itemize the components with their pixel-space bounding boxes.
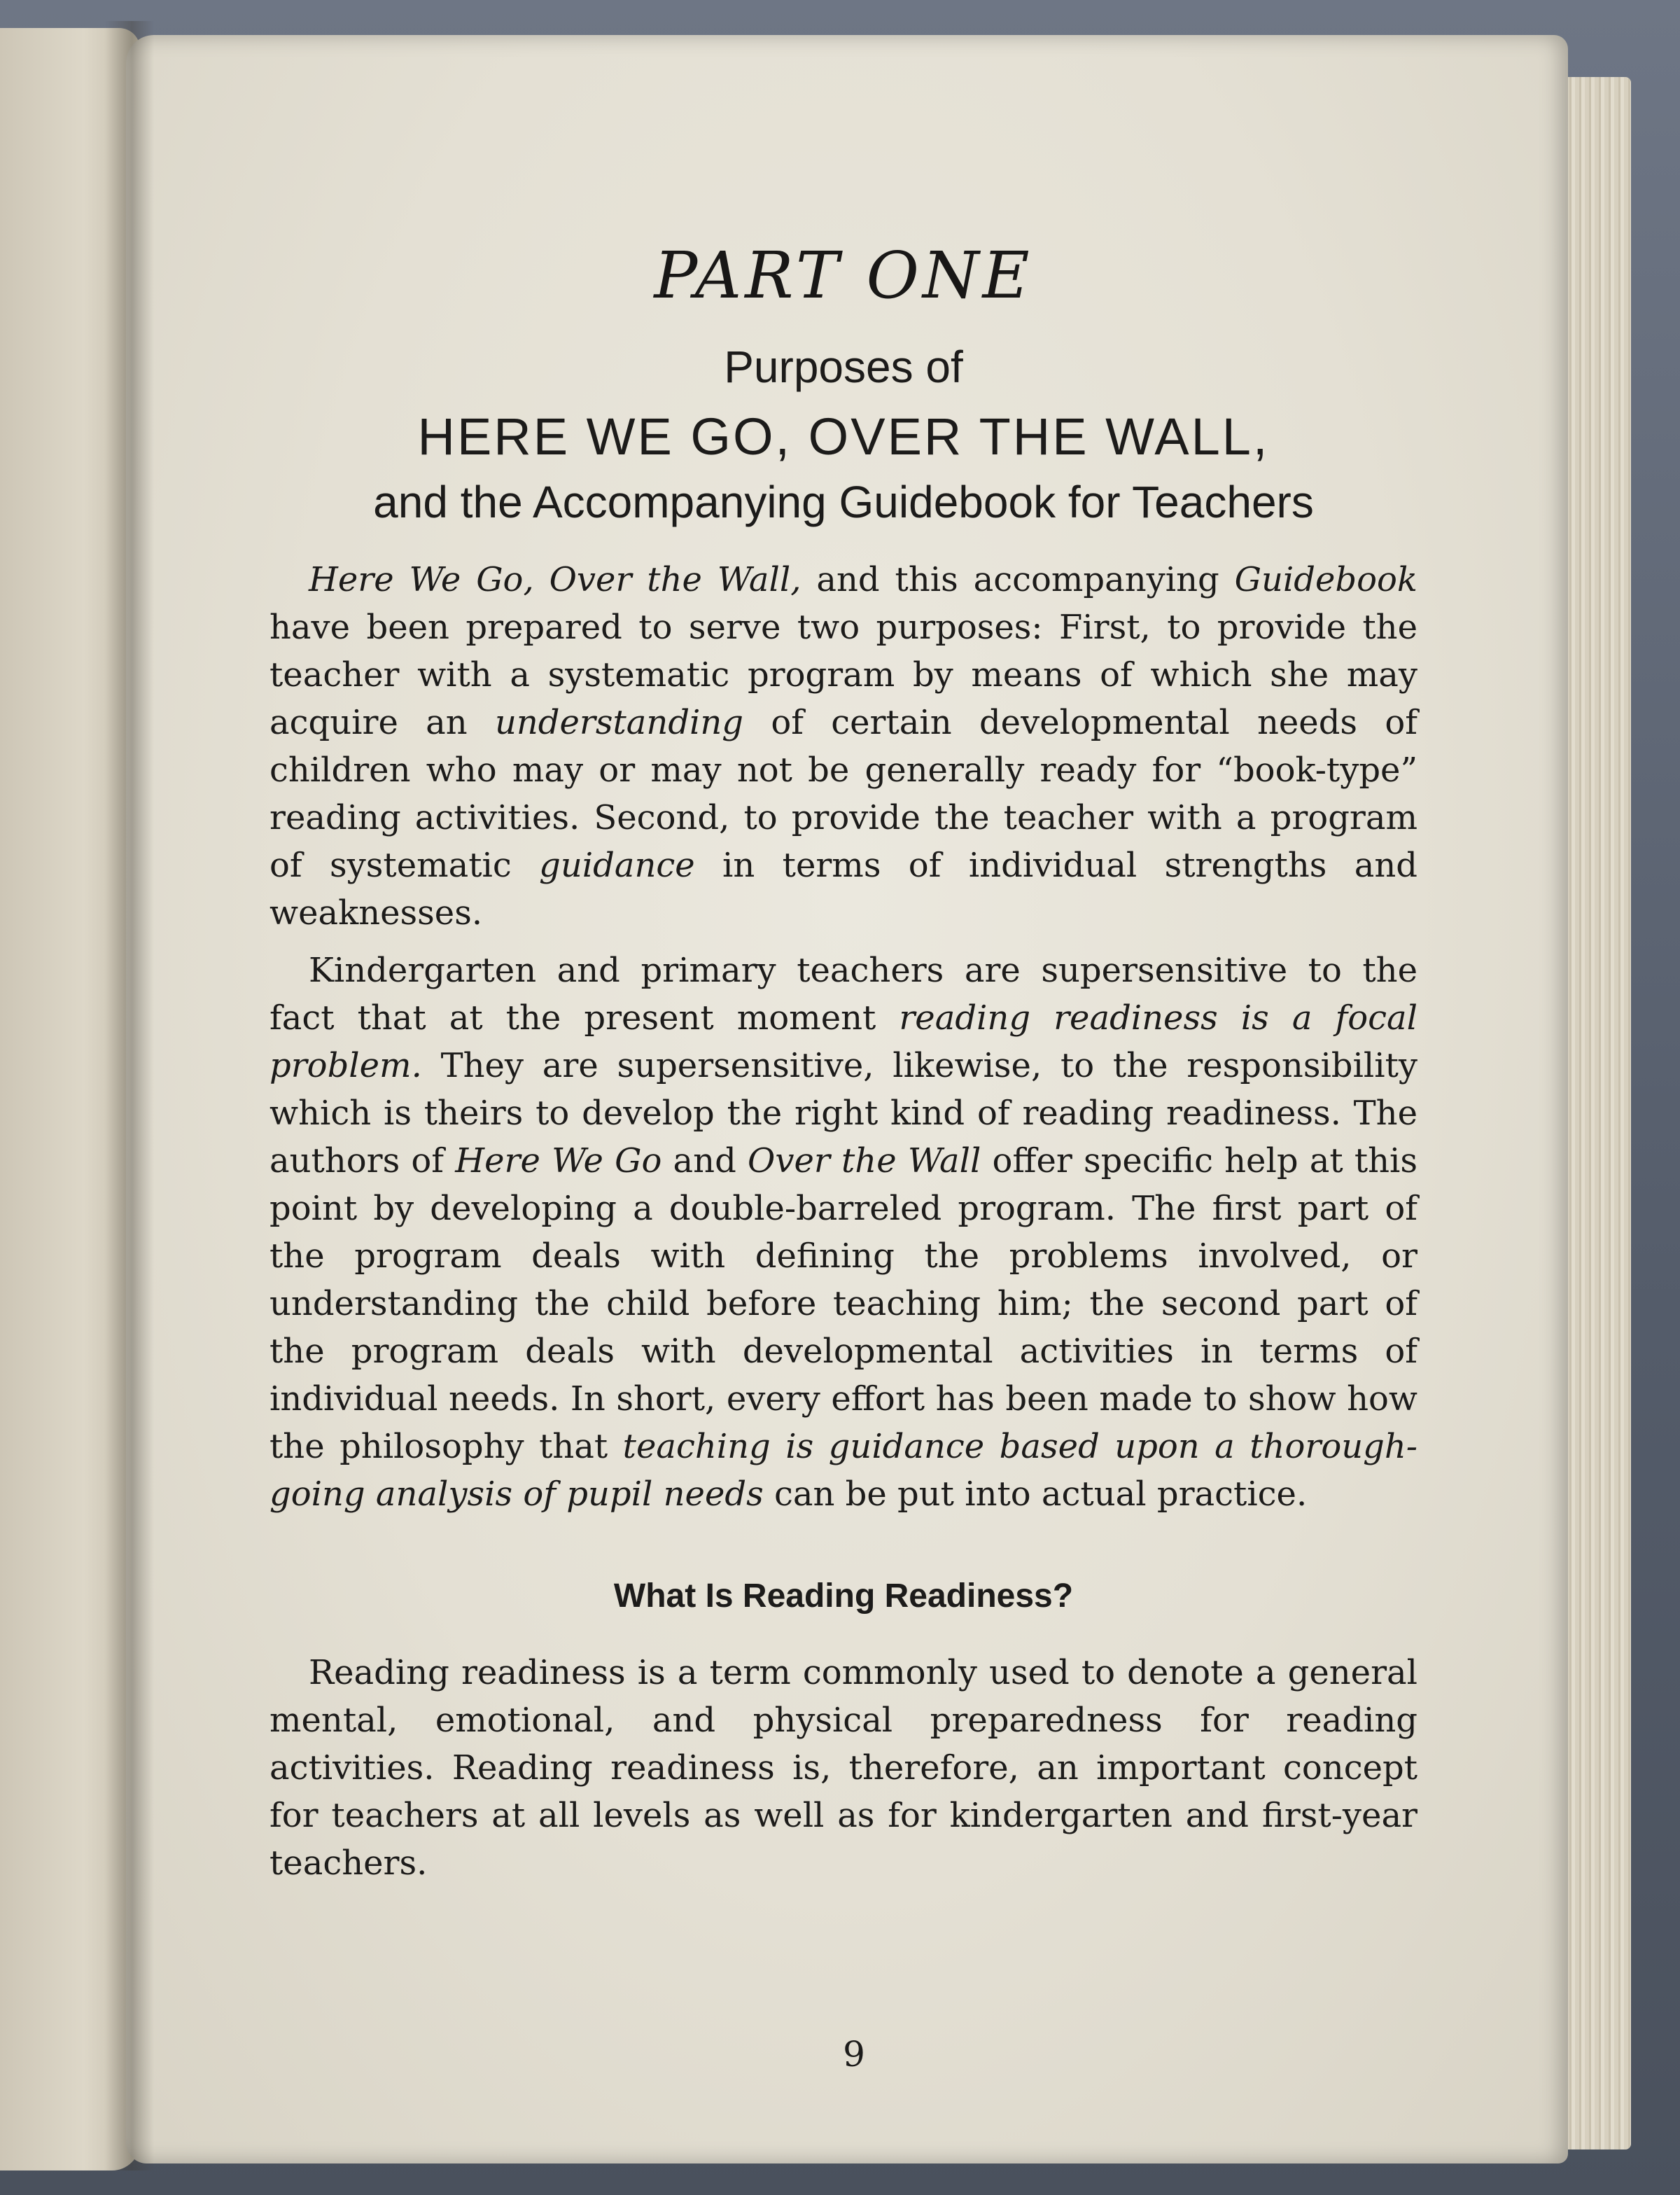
italic-text: Over the Wall: [748, 1141, 981, 1180]
paragraph-supersensitive: [270, 947, 1418, 1518]
purposes-of-heading: Purposes of: [724, 342, 963, 392]
italic-text: Here We Go, Over the Wall,: [309, 560, 802, 599]
paragraph-purposes: [270, 556, 1418, 937]
text: offer specific help at this point by developing a double-barreled program. The first part of the program deals with defining the problems involved, or understanding the child before teaching him; the second part of the program deals with developmental activities in terms of individual needs. In short, every effort has been made to show how the philosophy that: [270, 1141, 1418, 1466]
italic-text: Guidebook: [1234, 560, 1418, 599]
italic-text: guidance: [539, 846, 695, 885]
text: of certain developmental needs of children who may or may not be generally ready for “book-type” reading activities. Second, to provide the teacher with a program of systematic: [270, 703, 1418, 885]
italic-text: Here We Go: [455, 1141, 662, 1180]
part-title: PART ONE: [654, 238, 1033, 313]
subtitle: and the Accompanying Guidebook for Teachers: [373, 477, 1314, 527]
text: can be put into actual practice.: [763, 1475, 1308, 1514]
text: They are supersensitive, likewise, to the responsibility which is theirs to develop the right kind of reading readiness. The authors of: [270, 1046, 1418, 1180]
text: and this accompanying: [801, 560, 1235, 599]
text: and: [662, 1141, 748, 1180]
section-heading: What Is Reading Readiness?: [613, 1577, 1074, 1615]
page-number: 9: [843, 2034, 865, 2075]
book-title: HERE WE GO, OVER THE WALL,: [417, 407, 1270, 466]
italic-text: understanding: [494, 703, 744, 742]
italic-text: teaching is guidance based upon a thorough-going analysis of pupil needs: [270, 1427, 1418, 1514]
paragraph-reading-readiness: Reading readiness is a term commonly used to denote a general mental, emotional, and physical preparedness for reading activities. Reading readiness is, therefore, an important concept for teachers at all levels as well as for kindergarten and first-year teachers.: [270, 1653, 1418, 1883]
text: in terms of individual strengths and weaknesses.: [270, 846, 1418, 933]
text: have been prepared to serve two purposes: First, to provide the teacher with a systematic program by means of which she may acquire an: [270, 608, 1418, 742]
italic-text: reading readiness is a focal problem.: [270, 998, 1418, 1085]
text: Kindergarten and primary teachers are supersensitive to the fact that at the present moment: [270, 951, 1418, 1038]
book-gutter-shadow: [105, 21, 154, 2170]
page-content: [270, 238, 1418, 1897]
